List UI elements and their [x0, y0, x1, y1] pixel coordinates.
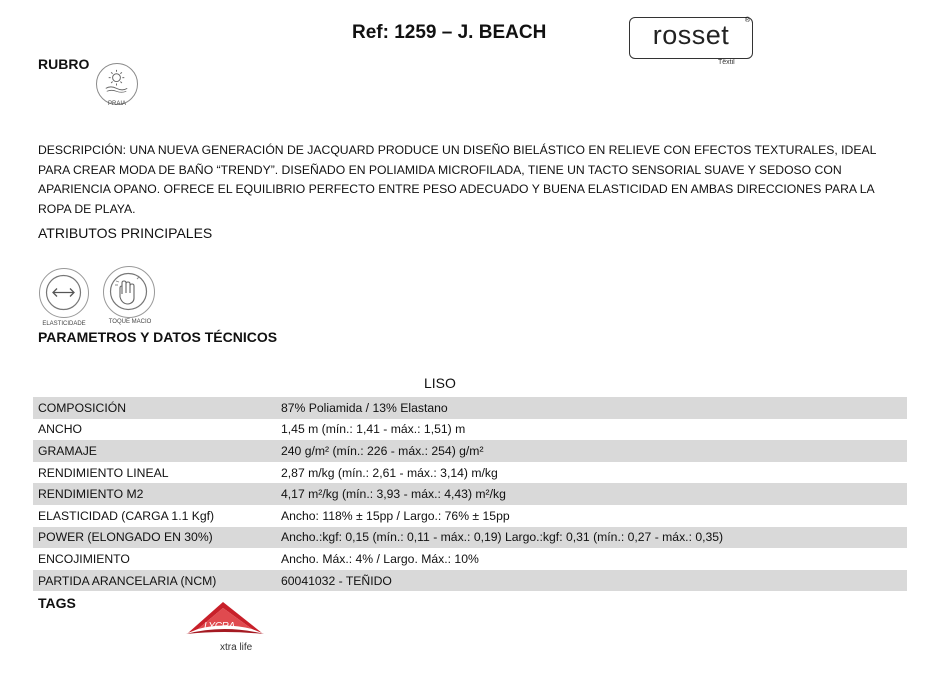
row-key: COMPOSICIÓN [38, 400, 127, 415]
row-key: GRAMAJE [38, 443, 97, 458]
table-row [33, 548, 907, 570]
row-value: 1,45 m (mín.: 1,41 - máx.: 1,51) m [281, 422, 466, 437]
tags-title: TAGS [38, 595, 76, 611]
row-value: 240 g/m² (mín.: 226 - máx.: 254) g/m² [281, 443, 484, 458]
row-value: 87% Poliamida / 13% Elastano [281, 400, 448, 415]
row-value: Ancho. Máx.: 4% / Largo. Máx.: 10% [281, 551, 479, 566]
table-row [33, 397, 907, 419]
elasticity-label: ELASTICIDADE [42, 321, 86, 327]
table-row [33, 505, 907, 527]
table-row [33, 462, 907, 484]
row-key: RENDIMIENTO LINEAL [38, 465, 169, 480]
soft-touch-icon [103, 266, 155, 318]
table-row [33, 419, 907, 441]
lycra-sub: xtra life [220, 642, 253, 653]
attributes-title: ATRIBUTOS PRINCIPALES [38, 225, 213, 241]
row-value: Ancho: 118% ± 15pp / Largo.: 76% ± 15pp [281, 508, 510, 523]
page-title: Ref: 1259 – J. BEACH [352, 22, 547, 43]
lycra-logo [184, 600, 266, 658]
description: DESCRIPCIÓN: UNA NUEVA GENERACIÓN DE JACQUARD PRODUCE UN DISEÑO BIELÁSTICO EN RELIEVE CON EFECTOS TEXTURALES, IDEAL PARA CREAR MODA DE BAÑO “TRENDY”. DISEÑADO EN POLIAMIDA MICROFILADA, TIENE UN TACTO SENSORIAL SUAVE Y SEDOSO CON APARIENCIA OPANO. OFRECE EL EQUILIBRIO PERFECTO ENTRE PESO ADECUADO Y BUENA ELASTICIDAD EN AMBAS DIRECCIONES PARA LA ROPA DE PLAYA. [38, 143, 876, 216]
row-value: 4,17 m²/kg (mín.: 3,93 - máx.: 4,43) m²/kg [281, 487, 506, 502]
row-value: 2,87 m/kg (mín.: 2,61 - máx.: 3,14) m/kg [281, 465, 498, 480]
elasticity-icon [39, 268, 89, 318]
row-key: ANCHO [38, 422, 83, 437]
praia-label: PRAIA [107, 101, 126, 107]
brand-sub: Têxtil [718, 59, 735, 66]
brand-name: rosset [652, 20, 730, 50]
rubro-label: RUBRO [38, 56, 90, 72]
row-value: Ancho.:kgf: 0,15 (mín.: 0,11 - máx.: 0,19) Largo.:kgf: 0,31 (mín.: 0,27 - máx.: 0,35) [281, 530, 724, 545]
soft-touch-label: TOQUE MACIO [108, 319, 152, 325]
params-title: PARAMETROS Y DATOS TÉCNICOS [38, 329, 278, 345]
row-key: PARTIDA ARANCELARIA (NCM) [38, 573, 217, 588]
row-key: RENDIMIENTO M2 [38, 487, 144, 502]
column-header-liso: LISO [424, 375, 456, 391]
table-row [33, 570, 907, 592]
specs-table [33, 397, 907, 591]
row-key: POWER (ELONGADO EN 30%) [38, 530, 213, 545]
row-key: ELASTICIDAD (CARGA 1.1 Kgf) [38, 508, 215, 523]
registered-mark: ® [744, 17, 750, 24]
table-row [33, 527, 907, 549]
lycra-wordmark: LYCRA [204, 621, 235, 632]
table-row [33, 440, 907, 462]
row-value: 60041032 - TEÑIDO [281, 573, 392, 588]
sun-icon [96, 63, 138, 105]
table-row [33, 483, 907, 505]
row-key: ENCOJIMIENTO [38, 551, 130, 566]
rosset-logo [629, 17, 753, 59]
